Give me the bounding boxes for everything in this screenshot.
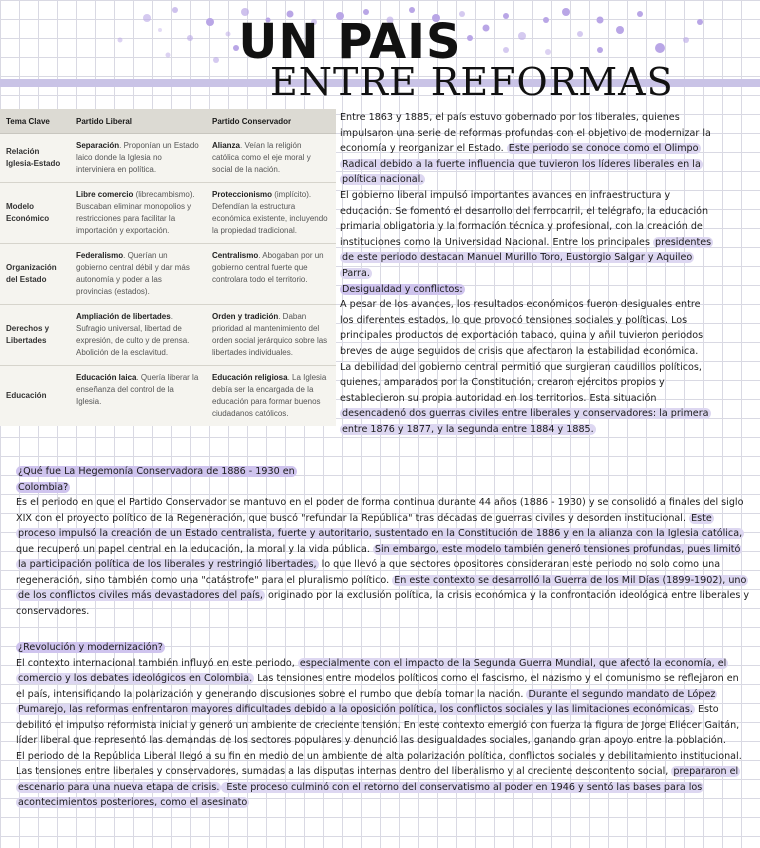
row-key: Organización del Estado [0, 244, 70, 305]
liberal-period-notes [340, 110, 712, 437]
conservador-cell: Orden y tradición. Daban prioridad al mantenimiento del orden social jerárquico sobre las libertades individuales. [206, 305, 336, 366]
paragraph: El contexto internacional también influyó en este periodo, especialmente con el impacto de la Segunda Guerra Mundial, que afectó la economía, el comercio y los debates ideológicos en Colombia. Las tensiones entre modelos políticos como el fascismo, el nazismo y el comunismo se reflejaron en el país, intensificando la polarización y generando discusiones sobre el rumbo que debía tomar la nación. Durante el segundo mandato de López Pumarejo, las reformas enfrentaron mayores dificultades debido a la oposición política, los conflictos sociales y las limitaciones económicas. Esto debilitó el impulso reformista inicial y generó un ambiente de creciente tensión. En este contexto emergió con fuerza la figura de Jorge Eliécer Gaitán, líder liberal que representó las demandas de los sectores populares y denunció las desigualdades sociales, ganando gran apoyo entre la población. [16, 657, 740, 746]
table-row [0, 244, 336, 305]
question-heading: ¿Revolución y modernización? [18, 642, 163, 653]
conservador-cell: Educación religiosa. La Iglesia debía ser la encargada de la educación para formar buenos ciudadanos católicos. [206, 366, 336, 427]
liberal-cell: Libre comercio (librecambismo). Buscaban eliminar monopolios y restricciones para facilitar la importación y exportación. [70, 183, 206, 244]
conservador-cell: Centralismo. Abogaban por un gobierno central fuerte que controlara todo el territorio. [206, 244, 336, 305]
row-key: Derechos y Libertades [0, 305, 70, 366]
liberal-cell: Ampliación de libertades. Sufragio universal, libertad de expresión, de culto y de prensa. Abolición de la esclavitud. [70, 305, 206, 366]
revolucion-section [16, 640, 750, 811]
paragraph: A pesar de los avances, los resultados económicos fueron desiguales entre los diferentes estados, lo que provocó tensiones sociales y políticas. Los principales productos de exportación tabaco, quina y añil tuvieron periodos breves de auge seguidos de crisis que afectaron la estabilidad económica. [340, 299, 704, 357]
page-title: UN PAIS [238, 14, 462, 70]
table-row [0, 134, 336, 183]
hegemonia-section [16, 464, 750, 619]
comparison-table [0, 109, 336, 426]
header-liberal: Partido Liberal [70, 109, 206, 134]
paragraph: Es el periodo en que el Partido Conservador se mantuvo en el poder de forma continua durante 44 años (1886 - 1930) y se consolidó a finales del siglo XIX con el proyecto político de la Regeneración, que buscó "refundar la República" tras décadas de guerras civiles y desorden institucional. Este proceso impulsó la creación de un Estado centralista, fuerte y autoritario, sustentado en la Constitución de 1886 y en la alianza con la Iglesia católica, que recuperó un papel central en la educación, la moral y la vida pública. Sin embargo, este modelo también generó tensiones profundas, pues limitó la participación política de los liberales y restringió libertades, lo que llevó a que sectores opositores consideraran este periodo no solo como una regeneración, sino también como una "catástrofe" para el pluralismo político. En este contexto se desarrolló la Guerra de los Mil Días (1899-1902), uno de los conflictos civiles más devastadores del país, originado por la exclusión política, la crisis económica y la confrontación ideológica entre liberales y conservadores. [16, 497, 750, 617]
row-key: Educación [0, 366, 70, 427]
conservador-cell: Proteccionismo (implícito). Defendían la estructura económica existente, incluyendo la propiedad tradicional. [206, 183, 336, 244]
table-header-row [0, 109, 336, 134]
table-row [0, 183, 336, 244]
paragraph: El periodo de la República Liberal llegó a su fin en medio de un ambiente de alta polarización política, conflictos sociales y debilitamiento institucional. Las tensiones entre liberales y conservadores, sumadas a las disputas internas dentro del liberalismo y al creciente descontento social, prepararon el escenario para una nueva etapa de crisis. Este proceso culminó con el retorno del conservatismo al poder en 1946 y sentó las bases para los acontecimientos posteriores, como el asesinato [16, 750, 742, 808]
paragraph: Entre 1863 y 1885, el país estuvo gobernado por los liberales, quienes impulsaron una serie de reformas profundas con el objetivo de modernizar la economía y reorganizar el Estado. Este periodo se conoce como el Olimpo Radical debido a la fuerte influencia que tuvieron los líderes liberales en la política nacional. [340, 112, 711, 186]
paragraph: La debilidad del gobierno central permitió que surgieran caudillos políticos, quienes, amparados por la Constitución, crearon ejércitos propios y establecieron su propia autoridad en los territorios. Esta situación desencadenó dos guerras civiles entre liberales y conservadores: la primera entre 1876 y 1877, y la segunda entre 1884 y 1885. [340, 361, 709, 435]
section-heading: Desigualdad y conflictos: [342, 283, 463, 295]
paragraph: El gobierno liberal impulsó importantes avances en infraestructura y educación. Se fomentó el desarrollo del ferrocarril, el telégrafo, la educación primaria obligatoria y la formación técnica y profesional, con la creación de instituciones como la Universidad Nacional. Entre los principales presidentes de este periodo destacan Manuel Murillo Toro, Eustorgio Salgar y Aquileo Parra. [340, 189, 712, 279]
question-heading: ¿Qué fue La Hegemonía Conservadora de 1886 - 1930 en Colombia? [18, 466, 295, 493]
liberal-cell: Separación. Proponían un Estado laico donde la Iglesia no interviniera en política. [70, 134, 206, 183]
row-key: Relación Iglesia-Estado [0, 134, 70, 183]
page-subtitle: ENTRE REFORMAS [270, 60, 674, 104]
liberal-cell: Educación laica. Quería liberar la enseñanza del control de la Iglesia. [70, 366, 206, 427]
table-row [0, 366, 336, 427]
conservador-cell: Alianza. Veían la religión católica como el eje moral y social de la nación. [206, 134, 336, 183]
header-tema: Tema Clave [0, 109, 70, 134]
liberal-cell: Federalismo. Querían un gobierno central débil y dar más autonomía y poder a las provincias (estados). [70, 244, 206, 305]
header-conservador: Partido Conservador [206, 109, 336, 134]
row-key: Modelo Económico [0, 183, 70, 244]
table-row [0, 305, 336, 366]
